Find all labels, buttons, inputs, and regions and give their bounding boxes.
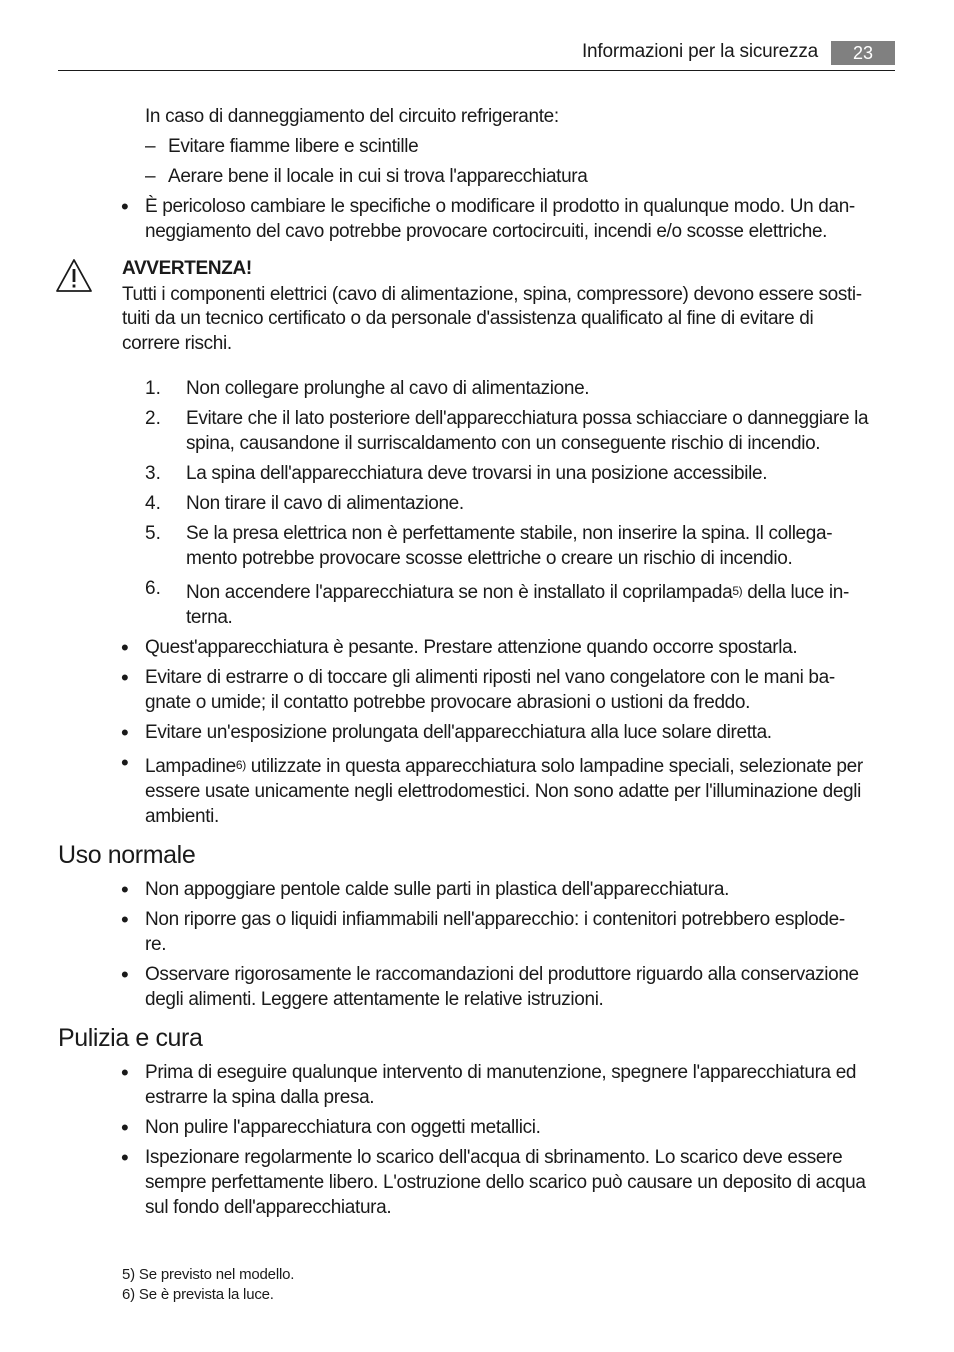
bullet-marker: • [121,1145,129,1170]
bullet-marker: • [121,907,129,932]
bullet-text: Evitare di estrarre o di toccare gli alimenti riposti nel vano congelatore con le mani ba- [145,667,835,688]
bullet-marker: • [121,962,129,987]
bullet-text: È pericoloso cambiare le specifiche o modificare il prodotto in qualunque modo. Un dan- [145,196,855,217]
bullet-text: Non appoggiare pentole calde sulle parti in plastica dell'apparecchiatura. [145,879,730,900]
page-number-badge: 23 [831,41,895,65]
warning-text: Tutti i componenti elettrici (cavo di alimentazione, spina, compressore) devono essere sosti- [122,284,862,305]
dash-marker: – [145,166,156,187]
bullet-text: Evitare un'esposizione prolungata dell'apparecchiatura alla luce solare diretta. [145,722,772,743]
bullet-text [145,754,863,779]
numbered-item-text: Se la presa elettrica non è perfettamente stabile, non inserire la spina. Il collega- [186,523,833,544]
footnote-ref: 5) [732,584,743,598]
bullet-marker: • [121,1060,129,1085]
bullet-marker: • [121,635,129,660]
list-number: 2. [145,408,161,429]
bullet-text: gnate o umide; il contatto potrebbe provocare abrasioni o ustioni da freddo. [145,692,751,713]
dash-marker: – [145,136,156,157]
bullet-marker: • [121,877,129,902]
section-heading-pulizia-cura: Pulizia e cura [58,1024,203,1052]
bullet-text: re. [145,934,167,955]
numbered-item-text-part: della luce in- [742,582,849,603]
running-header-title: Informazioni per la sicurezza [581,41,818,62]
list-number: 4. [145,493,161,514]
list-number: 5. [145,523,161,544]
numbered-item-text: Non tirare il cavo di alimentazione. [186,493,464,514]
numbered-item-text-part: Non accendere l'apparecchiatura se non è installato il coprilampada [186,582,733,603]
warning-title: AVVERTENZA! [122,258,252,279]
bullet-text: Non pulire l'apparecchiatura con oggetti metallici. [145,1117,541,1138]
dash-item: Aerare bene il locale in cui si trova l'apparecchiatura [168,166,588,187]
bullet-marker: • [121,1115,129,1140]
warning-text: tuiti da un tecnico certificato o da personale d'assistenza qualificato al fine di evitare di [122,308,814,329]
header-divider [58,70,895,71]
numbered-item-text [186,580,849,605]
bullet-text: essere usate unicamente negli elettrodomestici. Non sono adatte per l'illuminazione degli [145,781,862,802]
refrigerant-intro: In caso di danneggiamento del circuito refrigerante: [145,106,559,127]
list-number: 6. [145,578,161,599]
section-heading-uso-normale: Uso normale [58,841,196,869]
bullet-marker: • [121,720,129,745]
bullet-text: Osservare rigorosamente le raccomandazioni del produttore riguardo alla conservazione [145,964,859,985]
footnote-ref: 6) [235,758,246,772]
bullet-marker: • [121,194,129,219]
bullet-text: sempre perfettamente libero. L'ostruzione dello scarico può causare un deposito di acqua [145,1172,866,1193]
bullet-text: Ispezionare regolarmente lo scarico dell'acqua di sbrinamento. Lo scarico deve essere [145,1147,843,1168]
numbered-item-text: Evitare che il lato posteriore dell'apparecchiatura possa schiacciare o danneggiare la [186,408,869,429]
bullet-text: Non riporre gas o liquidi infiammabili nell'apparecchio: i contenitori potrebbero esplode- [145,909,845,930]
bullet-text: neggiamento del cavo potrebbe provocare cortocircuiti, incendi e/o scosse elettriche. [145,221,828,242]
list-number: 3. [145,463,161,484]
numbered-item-text: terna. [186,607,233,628]
bullet-text: Quest'apparecchiatura è pesante. Prestare attenzione quando occorre spostarla. [145,637,798,658]
footnote: 5) Se previsto nel modello. [122,1266,295,1283]
bullet-text: sul fondo dell'apparecchiatura. [145,1197,392,1218]
numbered-item-text: Non collegare prolunghe al cavo di alimentazione. [186,378,590,399]
numbered-item-text: mento potrebbe provocare scosse elettriche o creare un rischio di incendio. [186,548,793,569]
bullet-text: estrarre la spina dalla presa. [145,1087,375,1108]
footnote: 6) Se è prevista la luce. [122,1286,274,1303]
numbered-item-text: La spina dell'apparecchiatura deve trovarsi in una posizione accessibile. [186,463,768,484]
dash-item: Evitare fiamme libere e scintille [168,136,419,157]
warning-triangle-icon [55,258,93,294]
bullet-text: Prima di eseguire qualunque intervento di manutenzione, spegnere l'apparecchiatura ed [145,1062,857,1083]
bullet-marker: • [121,750,129,775]
bullet-text: degli alimenti. Leggere attentamente le relative istruzioni. [145,989,604,1010]
bullet-text-part: Lampadine [145,756,236,777]
bullet-text-part: utilizzate in questa apparecchiatura solo lampadine speciali, selezionate per [245,756,863,777]
list-number: 1. [145,378,161,399]
numbered-item-text: spina, causandone il surriscaldamento con un conseguente rischio di incendio. [186,433,821,454]
bullet-text: ambienti. [145,806,219,827]
warning-text: correre rischi. [122,333,232,354]
bullet-marker: • [121,665,129,690]
